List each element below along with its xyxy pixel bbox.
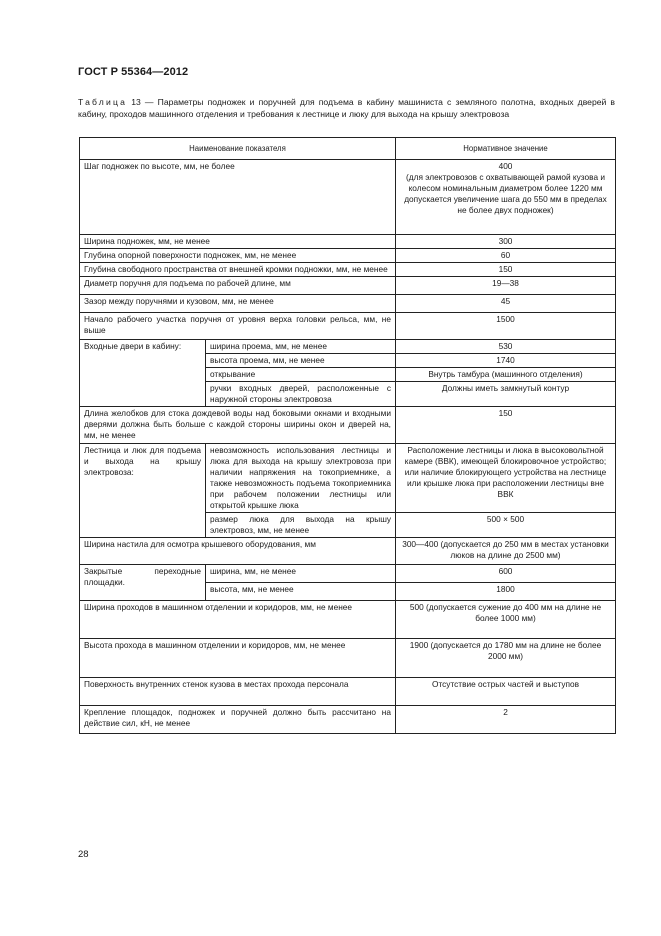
column-header-value: Нормативное значение (396, 138, 616, 160)
value-note: (для электровозов с охватывающей рамой кузова и колесом номинальным диаметром более 1220 мм допускается увеличение шага до 550 мм в пределах не более двух подножек) (404, 172, 607, 215)
parameters-table (79, 137, 616, 734)
row-value: Должны иметь замкнутый контур (396, 382, 616, 407)
row-value (396, 160, 616, 235)
row-label: Крепление площадок, подножек и поручней должно быть рассчитано на действие сил, кН, не менее (80, 706, 396, 734)
row-label: Ширина проходов в машинном отделении и коридоров, мм, не менее (80, 601, 396, 639)
page-number: 28 (78, 849, 89, 860)
row-value: 150 (396, 263, 616, 277)
sub-label: открывание (206, 368, 396, 382)
row-value: 19—38 (396, 277, 616, 295)
row-value: Расположение лестницы и люка в высоковольтной камере (ВВК), имеющей блокировочное устройство; или наличие блокирующего устройства на лестнице или крышке люка при расположении лестницы вне ВВК (396, 444, 616, 513)
row-value: 300 (396, 235, 616, 249)
table-word: Таблица (78, 97, 128, 107)
sub-label: размер люка для выхода на крышу электровоз, мм, не менее (206, 513, 396, 538)
table-row (80, 277, 616, 295)
row-value: 2 (396, 706, 616, 734)
table-row (80, 249, 616, 263)
sub-label: невозможность использования лестницы и люка для выхода на крышу электровоза при наличии напряжения на токоприемнике, а также невозможность подъема токоприемника при рабочем положении лестницы или открытой крышке люка (206, 444, 396, 513)
group-label-platforms: Закрытые переходные площадки. (80, 565, 206, 601)
row-value: 500 (допускается сужение до 400 мм на длине не более 1000 мм) (396, 601, 616, 639)
group-label-ladder: Лестница и люк для подъема и выхода на крышу электровоза: (80, 444, 206, 538)
row-label: Глубина опорной поверхности подножек, мм, не менее (80, 249, 396, 263)
table-row (80, 263, 616, 277)
row-value: 45 (396, 295, 616, 313)
table-row (80, 295, 616, 313)
table-row (80, 639, 616, 678)
column-header-parameter: Наименование показателя (80, 138, 396, 160)
row-value: Отсутствие острых частей и выступов (396, 678, 616, 706)
table-caption-text: 13 — Параметры подножек и поручней для подъема в кабину машиниста с земляного полотна, входных дверей в кабину, проходов машинного отделения и требования к лестнице и люку для выхода на крышу электровоза (78, 97, 615, 120)
row-label: Зазор между поручнями и кузовом, мм, не менее (80, 295, 396, 313)
group-label-doors: Входные двери в кабину: (80, 340, 206, 407)
table-row (80, 601, 616, 639)
sub-label: ширина проема, мм, не менее (206, 340, 396, 354)
row-label: Ширина подножек, мм, не менее (80, 235, 396, 249)
table-row (80, 444, 616, 513)
table-caption (78, 96, 615, 120)
row-label: Длина желобков для стока дождевой воды над боковыми окнами и входными дверями должна быть больше с каждой стороны ширины окон и дверей на, мм, не менее (80, 407, 396, 444)
row-value: 1500 (396, 313, 616, 340)
table-row (80, 235, 616, 249)
row-value: 1740 (396, 354, 616, 368)
table-row (80, 678, 616, 706)
row-label: Ширина настила для осмотра крышевого оборудования, мм (80, 538, 396, 565)
table-row (80, 706, 616, 734)
sub-label: ручки входных дверей, расположенные с наружной стороны электровоза (206, 382, 396, 407)
row-value: 500 × 500 (396, 513, 616, 538)
row-label: Начало рабочего участка поручня от уровня верха головки рельса, мм, не выше (80, 313, 396, 340)
row-value: 1900 (допускается до 1780 мм на длине не более 2000 мм) (396, 639, 616, 678)
row-value: 150 (396, 407, 616, 444)
row-value: Внутрь тамбура (машинного отделения) (396, 368, 616, 382)
table-row (80, 160, 616, 235)
sub-label: ширина, мм, не менее (206, 565, 396, 583)
table-row (80, 340, 616, 354)
row-value: 600 (396, 565, 616, 583)
sub-label: высота, мм, не менее (206, 583, 396, 601)
sub-label: высота проема, мм, не менее (206, 354, 396, 368)
row-value: 1800 (396, 583, 616, 601)
table-row (80, 407, 616, 444)
row-label: Диаметр поручня для подъема по рабочей длине, мм (80, 277, 396, 295)
table-row (80, 538, 616, 565)
row-label: Шаг подножек по высоте, мм, не более (80, 160, 396, 235)
value-main: 400 (498, 161, 513, 171)
row-label: Высота прохода в машинном отделении и коридоров, мм, не менее (80, 639, 396, 678)
row-label: Глубина свободного пространства от внешней кромки подножки, мм, не менее (80, 263, 396, 277)
table-header-row (80, 138, 616, 160)
row-value: 530 (396, 340, 616, 354)
document-header: ГОСТ Р 55364—2012 (78, 66, 189, 78)
row-label: Поверхность внутренних стенок кузова в местах прохода персонала (80, 678, 396, 706)
table-row (80, 565, 616, 583)
row-value: 60 (396, 249, 616, 263)
table-row (80, 313, 616, 340)
row-value: 300—400 (допускается до 250 мм в местах установки люков на длине до 2500 мм) (396, 538, 616, 565)
